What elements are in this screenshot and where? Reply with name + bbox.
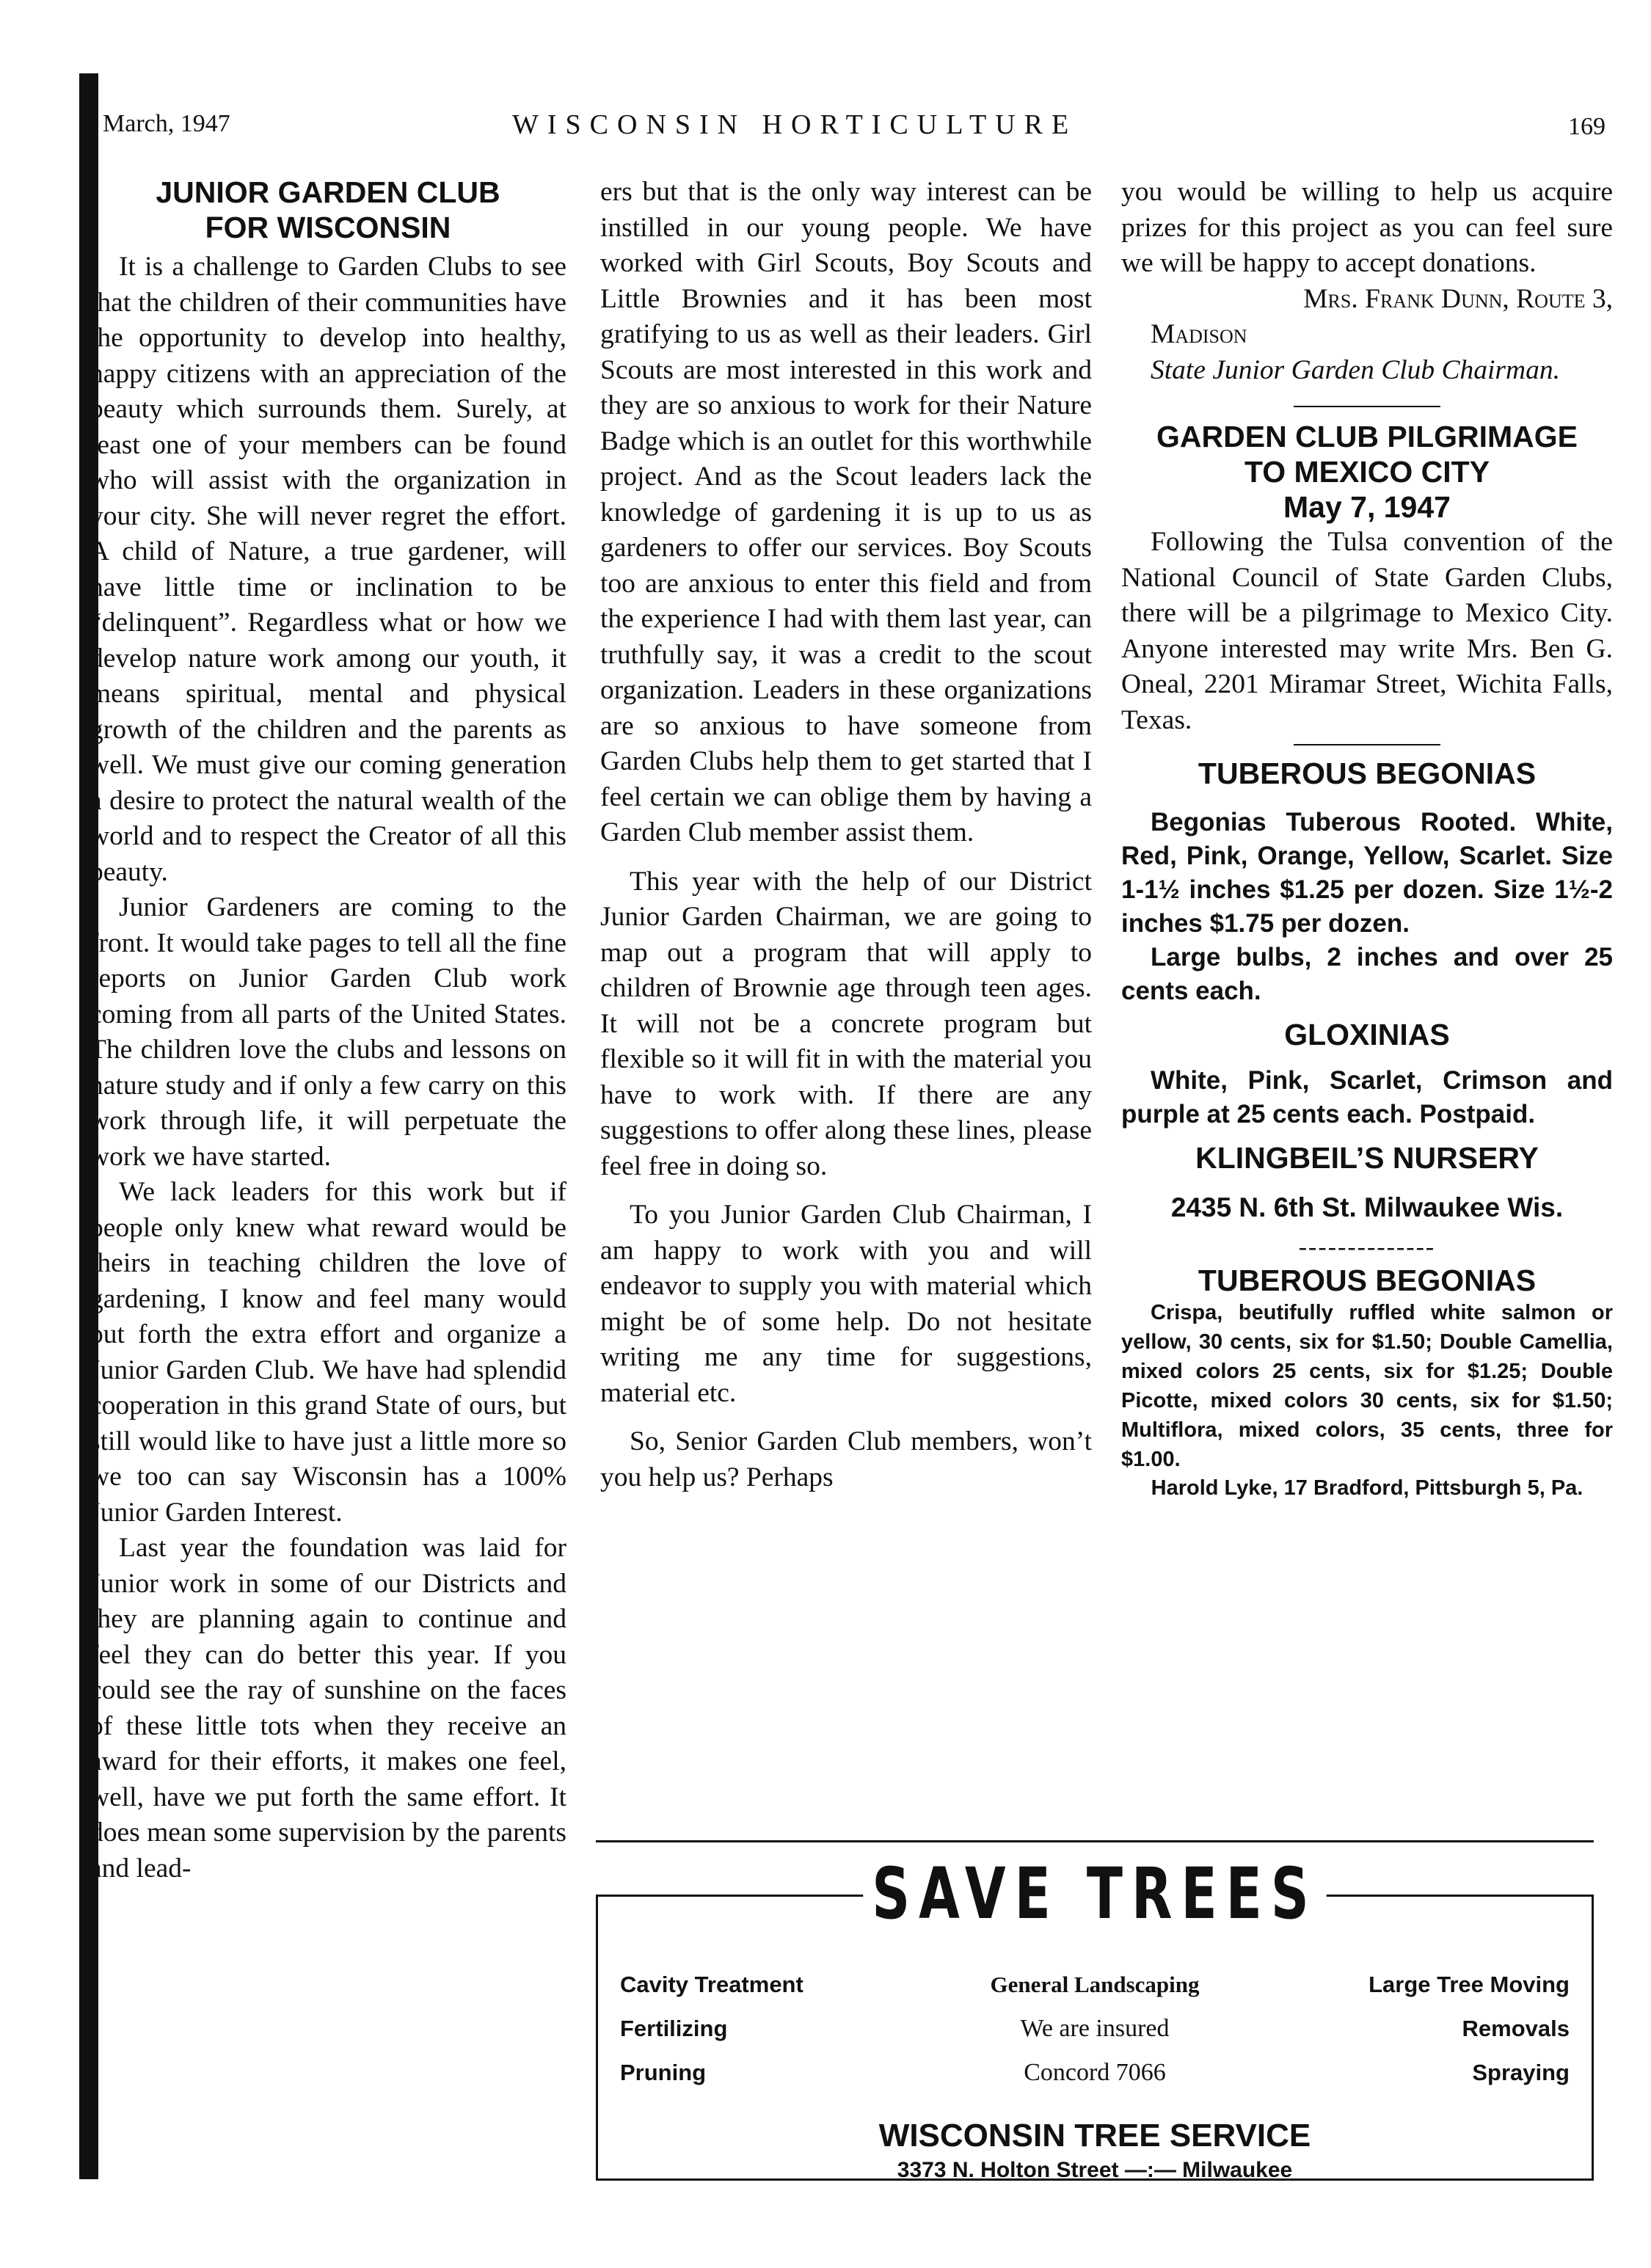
- lyke-body: Crispa, beutifully ruffled white salmon or yellow, 30 cents, six for $1.50; Double Camellia, mixed colors 25 cents, six for $1.25; Double Picotte, mixed colors 30 cents, six for $1.50; Multiflora, mixed colors, 35 cents, three for $1.00.: [1121, 1300, 1613, 1471]
- divider: [1294, 744, 1440, 745]
- service-item: Spraying: [1472, 2060, 1570, 2085]
- page-header: [101, 103, 1606, 147]
- article-paragraph: Last year the foundation was laid for Junior work in some of our Districts and they are planning again to continue and feel they can do better this year. If you could see the ray of sunshine on the faces of these little tots when they receive an award for their efforts, it makes one feel, well, have we put forth the same effort. It does mean some supervision by the parents and lead-: [90, 1533, 566, 1884]
- article-paragraph: ers but that is the only way interest can be instilled in our young people. We have worked with Girl Scouts, Boy Scouts and Little Brownies and it has been most gratifying to us as well as their leaders. Girl Scouts are most interested in this work and they are so anxious to work for their Nature Badge which is an outlet for this worthwhile project. And as the Scout leaders lack the knowledge of gardening it is up to us as gardeners to offer our services. Boy Scouts too are anxious to enter this field and from the experience I had with them last year, can truthfully say, it was a credit to the scout organization. Leaders in these organizations are so anxious to have someone from Garden Clubs help them to get started that I feel certain we can oblige them by having a Garden Club member assist them.: [600, 177, 1092, 847]
- lyke-title: TUBEROUS BEGONIAS: [1198, 1263, 1537, 1297]
- section-rule: [596, 1840, 1594, 1842]
- tree-service-address: 3373 N. Holton Street —:— Milwaukee: [897, 2158, 1293, 2182]
- article-paragraph: Junior Gardeners are coming to the front. It would take pages to tell all the fine reports on Junior Garden Club work coming from all parts of the United States. The children love the clubs and lessons on nature study and if only a few carry on this work through life, it will perpetuate the work we have started.: [90, 892, 566, 1172]
- column-3: [1121, 175, 1613, 1502]
- article-paragraph: This year with the help of our District Junior Garden Chairman, we are going to map out a program that will apply to children of Brownie age through teen ages. It will not be a concrete program but flexible so it will fit in with the material you have to work with. If there are any suggestions to offer along these lines, please feel free in doing so.: [600, 866, 1092, 1181]
- pilgrimage-title-line1: GARDEN CLUB PILGRIMAGE: [1156, 420, 1578, 453]
- article-paragraph: We lack leaders for this work but if people only knew what reward would be theirs in teaching children the love of gardening, I know and feel many would put forth the extra effort and organize a Junior Garden Club. We have had splendid cooperation in this grand State of ours, but still would like to have just a little more so we too can say Wisconsin has a 100% Junior Garden Interest.: [90, 1177, 566, 1528]
- pilgrimage-body: Following the Tulsa convention of the National Council of State Garden Clubs, there will be a pilgrimage to Mexico City. Anyone interested may write Mrs. Ben G. Oneal, 2201 Miramar Street, Wichita Falls, Texas.: [1121, 527, 1613, 735]
- article-paragraph: It is a challenge to Garden Clubs to see that the children of their communities have the opportunity to develop into healthy, happy citizens with an appreciation of the beauty which surrounds them. Surely, at least one of your members can be found who will assist with the organization in your city. She will never regret the effort. A child of Nature, a true gardener, will have little time or inclination to be “delinquent”. Regardless what or how we develop nature work among our youth, it means spiritual, mental and physical growth of the children and the parents as well. We must give our coming generation a desire to protect the natural wealth of the world and to respect the Creator of all this beauty.: [90, 252, 566, 887]
- column-2: [600, 175, 1092, 1495]
- save-trees-title: SAVE TREES: [863, 1853, 1326, 1935]
- dash-divider: --------------: [1298, 1233, 1436, 1261]
- gloxinias-title: GLOXINIAS: [1284, 1018, 1450, 1051]
- article-paragraph: So, Senior Garden Club members, won’t you help us? Perhaps: [600, 1426, 1092, 1492]
- service-item: Removals: [1462, 2016, 1570, 2041]
- phone-number: Concord 7066: [1024, 2059, 1166, 2086]
- services-grid: [620, 1963, 1570, 2095]
- journal-title: WISCONSIN HORTICULTURE: [512, 109, 1078, 140]
- signature-name: Mrs. Frank Dunn, Route 3,: [1303, 283, 1613, 314]
- service-item: Pruning: [620, 2060, 707, 2085]
- service-item: General Landscaping: [990, 1972, 1200, 1997]
- article-title-line2: FOR WISCONSIN: [205, 211, 451, 244]
- klingbeil-company: KLINGBEIL’S NURSERY: [1195, 1141, 1539, 1175]
- service-item: Cavity Treatment: [620, 1972, 803, 1997]
- klingbeil-line2: Large bulbs, 2 inches and over 25 cents each.: [1121, 943, 1613, 1005]
- pilgrimage-title-line2: TO MEXICO CITY: [1244, 455, 1490, 489]
- klingbeil-address: 2435 N. 6th St. Milwaukee Wis.: [1170, 1192, 1564, 1222]
- issue-date: March, 1947: [103, 110, 230, 137]
- article-title-line1: JUNIOR GARDEN CLUB: [156, 175, 500, 209]
- divider: [1294, 406, 1440, 407]
- lyke-seller: Harold Lyke, 17 Bradford, Pittsburgh 5, Pa.: [1151, 1476, 1583, 1500]
- article-paragraph: you would be willing to help us acquire prizes for this project as you can feel sure we will be happy to accept donations.: [1121, 177, 1613, 278]
- pilgrimage-date: May 7, 1947: [1283, 490, 1451, 524]
- service-item: Fertilizing: [620, 2016, 728, 2041]
- klingbeil-line3: White, Pink, Scarlet, Crimson and purple at 25 cents each. Postpaid.: [1121, 1066, 1613, 1128]
- tree-service-company: WISCONSIN TREE SERVICE: [878, 2118, 1311, 2154]
- column-1: [90, 175, 566, 1886]
- article-paragraph: To you Junior Garden Club Chairman, I am happy to work with you and will endeavor to supply you with material which might be of some help. Do not hesitate writing me any time for suggestions, material etc.: [600, 1200, 1092, 1408]
- signature-city: Madison: [1151, 319, 1247, 349]
- page-number: 169: [1568, 113, 1606, 140]
- signature-title: State Junior Garden Club Chairman.: [1151, 354, 1560, 385]
- klingbeil-title: TUBEROUS BEGONIAS: [1198, 756, 1537, 790]
- service-item: Large Tree Moving: [1368, 1972, 1570, 1997]
- insured-note: We are insured: [1020, 2015, 1170, 2042]
- save-trees-ad: [596, 1853, 1594, 2182]
- klingbeil-line1: Begonias Tuberous Rooted. White, Red, Pink, Orange, Yellow, Scarlet. Size 1-1½ inches $1.25 per dozen. Size 1½-2 inches $1.75 per dozen.: [1121, 808, 1613, 938]
